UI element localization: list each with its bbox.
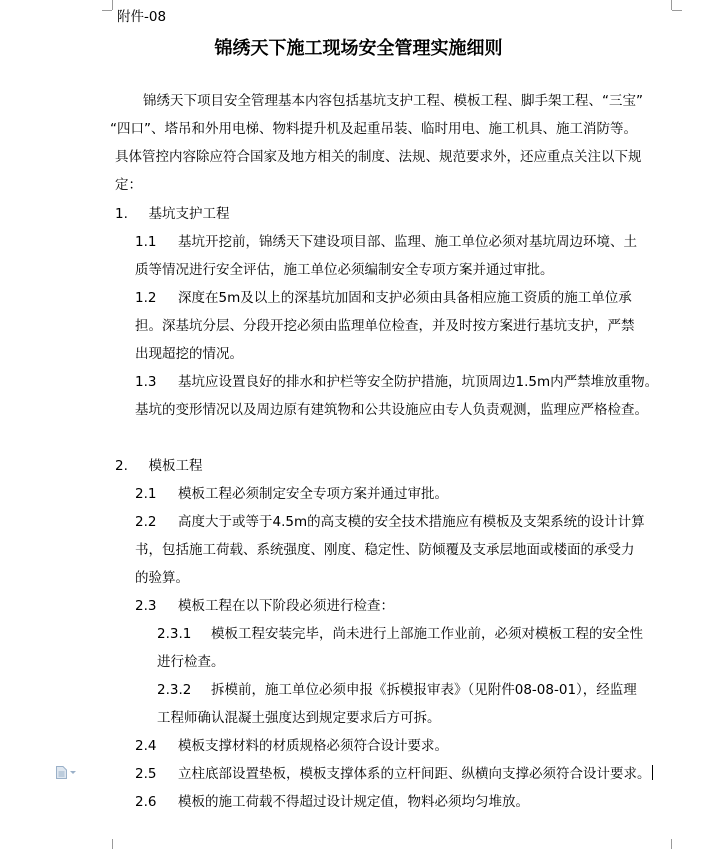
clause-number: 1.3 [135, 374, 157, 390]
clause-text: 模板工程在以下阶段必须进行检查： [178, 598, 394, 614]
section-heading-2 [115, 457, 202, 475]
clause-text: 基坑开挖前，锦绣天下建设项目部、监理、施工单位必须对基坑周边环境、土 [178, 234, 637, 250]
clause-number: 2.1 [135, 486, 157, 502]
clause-text-cont: 工程师确认混凝土强度达到规定要求后方可拆。 [157, 710, 441, 726]
clause-number: 2.6 [135, 794, 157, 810]
clause-1-3 [135, 373, 658, 391]
clause-number: 2.3.2 [157, 682, 192, 698]
intro-line: 具体管控内容除应符合国家及地方相关的制度、法规、规范要求外，还应重点关注以下规 [115, 149, 642, 165]
clause-text: 高度大于或等于4.5m的高支模的安全技术措施应有模板及支架系统的设计计算 [178, 514, 645, 530]
clause-number: 2.4 [135, 738, 157, 754]
clause-2-2 [135, 513, 645, 531]
clause-number: 1.2 [135, 290, 157, 306]
clause-number: 2.3.1 [157, 626, 192, 642]
clause-text: 模板的施工荷载不得超过设计规定值，物料必须均匀堆放。 [178, 794, 529, 810]
section-title: 基坑支护工程 [148, 206, 230, 222]
section-number: 2. [115, 458, 128, 474]
section-number: 1. [115, 206, 128, 222]
chevron-down-icon[interactable] [70, 771, 76, 774]
clause-2-4 [135, 737, 448, 755]
crop-mark-bottom-right [671, 839, 672, 849]
clause-text: 模板支撑材料的材质规格必须符合设计要求。 [178, 738, 448, 754]
clause-number: 1.1 [135, 234, 157, 250]
clause-text-cont: 进行检查。 [157, 654, 225, 670]
clause-1-1 [135, 233, 637, 251]
clause-number: 2.3 [135, 598, 157, 614]
crop-mark-top-left [112, 0, 113, 10]
clause-text-cont: 基坑的变形情况以及周边原有建筑物和公共设施应由专人负责观测，监理应严格检查。 [135, 402, 648, 418]
clause-1-2 [135, 289, 632, 307]
clause-text-cont: 质等情况进行安全评估，施工单位必须编制安全专项方案并通过审批。 [135, 262, 554, 278]
crop-mark-top-left-h [102, 10, 112, 11]
clause-text-cont: 书，包括施工荷载、系统强度、刚度、稳定性、防倾覆及支承层地面或楼面的承受力 [135, 542, 635, 558]
clause-number: 2.5 [135, 766, 157, 782]
section-title: 模板工程 [148, 458, 203, 474]
clause-2-5 [135, 765, 653, 783]
appendix-label: 附件-08 [117, 9, 167, 25]
section-heading-1 [115, 205, 229, 223]
crop-mark-top-right [671, 0, 672, 10]
document-title: 锦绣天下施工现场安全管理实施细则 [214, 38, 503, 59]
clause-text: 拆模前，施工单位必须申报《拆模报审表》（见附件08-08-01），经监理 [211, 682, 637, 698]
crop-mark-bottom-left [112, 839, 113, 849]
clause-text: 基坑应设置良好的排水和护栏等安全防护措施，坑顶周边1.5m内严禁堆放重物。 [178, 374, 659, 390]
clause-2-3 [135, 597, 394, 615]
clause-2-1 [135, 485, 448, 503]
clause-text: 模板工程安装完毕，尚未进行上部施工作业前，必须对模板工程的安全性 [211, 626, 643, 642]
intro-line: 锦绣天下项目安全管理基本内容包括基坑支护工程、模板工程、脚手架工程、“三宝” [143, 93, 643, 109]
clause-text: 模板工程必须制定安全专项方案并通过审批。 [178, 486, 448, 502]
clause-text-cont: 担。深基坑分层、分段开挖必须由监理单位检查，并及时按方案进行基坑支护，严禁 [135, 318, 635, 334]
clause-text-cont: 出现超挖的情况。 [135, 346, 243, 362]
text-cursor [652, 765, 653, 780]
clause-2-3-1 [157, 625, 643, 643]
document-icon[interactable] [56, 766, 67, 779]
clause-2-6 [135, 793, 529, 811]
intro-line: 定： [115, 177, 142, 193]
clause-text-cont: 的验算。 [135, 570, 189, 586]
clause-text: 立柱底部设置垫板，模板支撑体系的立杆间距、纵横向支撑必须符合设计要求。 [178, 766, 651, 782]
clause-2-3-2 [157, 681, 637, 699]
clause-number: 2.2 [135, 514, 157, 530]
intro-line: “四口”、塔吊和外用电梯、物料提升机及起重吊装、临时用电、施工机具、施工消防等。 [110, 121, 637, 137]
clause-text: 深度在5m及以上的深基坑加固和支护必须由具备相应施工资质的施工单位承 [178, 290, 632, 306]
crop-mark-top-right-h [672, 10, 682, 11]
